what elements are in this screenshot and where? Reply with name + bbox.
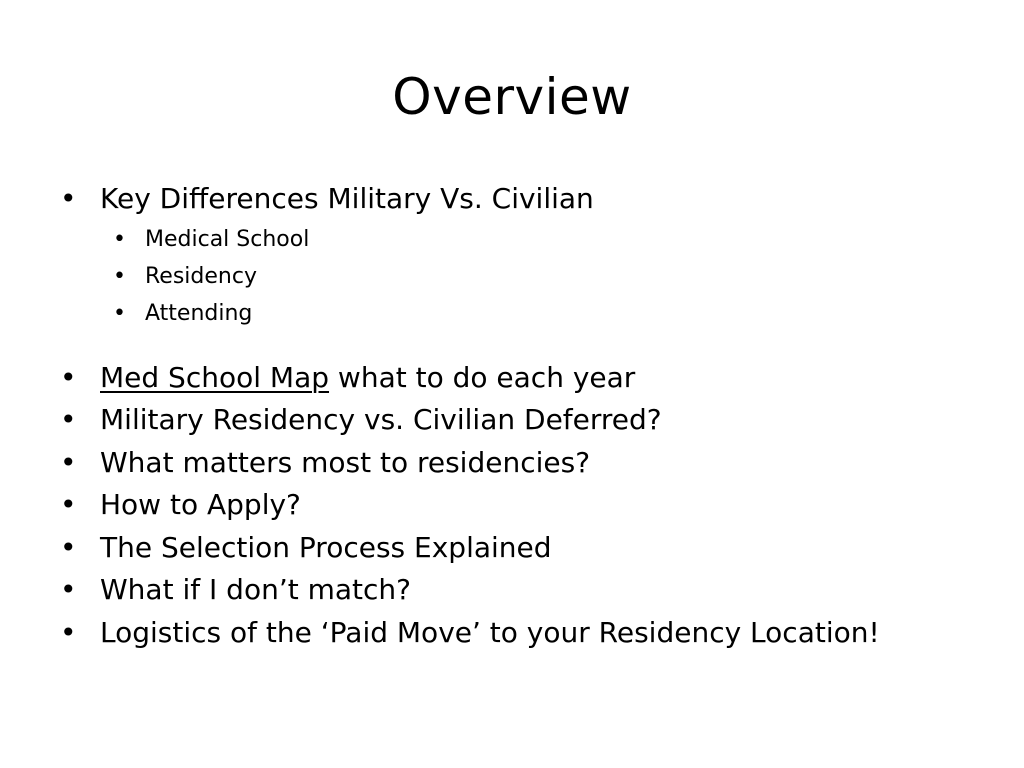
bullet-icon: • [113,300,126,326]
bullet-icon: • [60,488,77,521]
bullet-item-paid-move [60,612,980,655]
sub-bullet-text: Residency [145,263,257,289]
bullet-icon: • [113,263,126,289]
bullet-text: What if I don’t match? [100,573,412,606]
bullet-icon: • [60,615,77,649]
bullet-list [60,178,980,654]
bullet-text: what to do each year [329,360,636,394]
sub-bullet-item-medical-school [60,221,980,258]
bullet-item-no-match [60,569,980,612]
bullet-item-how-to-apply [60,484,980,527]
bullet-text: The Selection Process Explained [100,530,552,564]
slide-title: Overview [392,68,632,126]
bullet-text: Logistics of the ‘Paid Move’ to your Residency Location! [100,615,880,649]
bullet-icon: • [113,226,126,252]
bullet-icon: • [60,182,77,215]
bullet-icon: • [60,530,77,564]
sub-bullet-item-residency [60,258,980,295]
med-school-map-link[interactable]: Med School Map [100,360,330,394]
bullet-text: How to Apply? [100,488,301,521]
bullet-text: Key Differences Military Vs. Civilian [100,182,594,215]
bullet-item-selection-process [60,527,980,570]
sub-bullet-text: Attending [145,300,253,326]
bullet-icon: • [60,445,77,479]
bullet-text: Military Residency vs. Civilian Deferred? [100,403,662,436]
spacer [60,332,980,357]
bullet-item-key-differences [60,178,980,221]
sub-bullet-item-attending [60,295,980,332]
bullet-icon: • [60,403,77,436]
bullet-text: What matters most to residencies? [100,445,591,479]
bullet-item-med-school-map [60,357,980,400]
bullet-icon: • [60,573,77,606]
bullet-item-what-matters [60,442,980,485]
sub-bullet-text: Medical School [145,226,310,252]
bullet-item-military-residency [60,399,980,442]
bullet-icon: • [60,360,77,394]
